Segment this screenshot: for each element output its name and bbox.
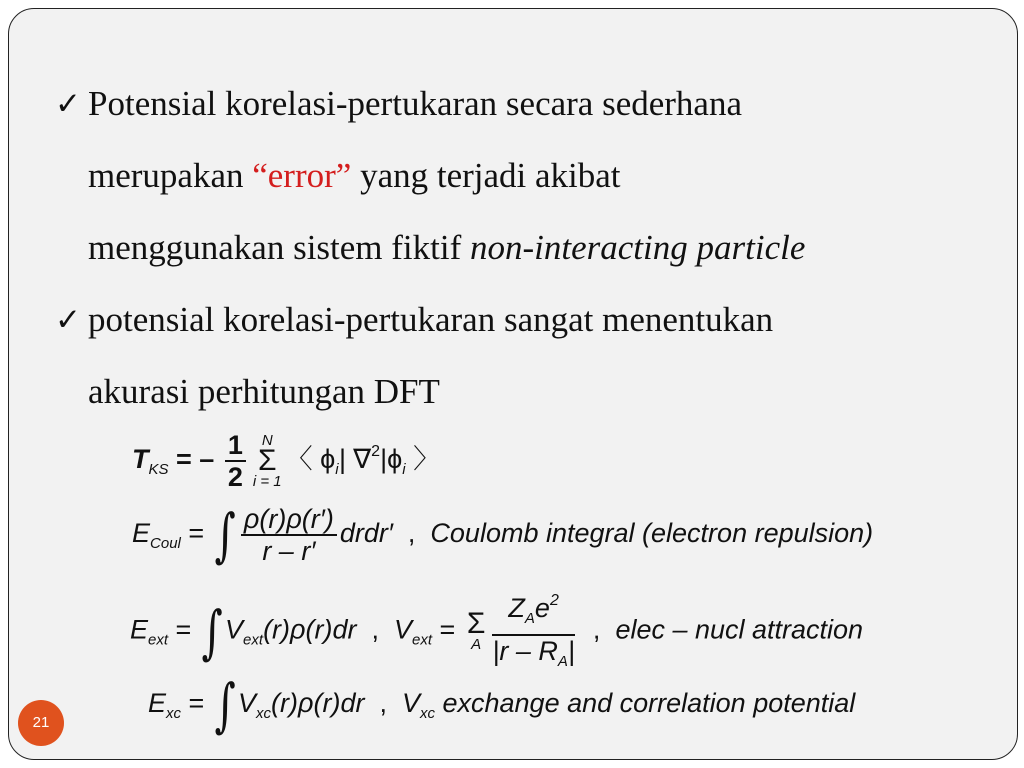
eq3-frac-num: [492, 586, 575, 636]
eq3-num-sub: A: [524, 610, 535, 627]
eq4-equals: =: [181, 688, 212, 719]
eq4-body: V: [238, 688, 257, 719]
bullet-1-line-2-pre: merupakan: [88, 156, 253, 195]
eq3-body-rest: (r)ρ(r)dr: [263, 614, 357, 645]
bullet-1-line-3: [88, 212, 985, 284]
eq4-v: V: [401, 688, 420, 719]
eq1-bracket-close: 〉: [405, 444, 441, 475]
equation-kinetic-energy: [132, 430, 440, 492]
error-highlight: “error”: [252, 156, 352, 195]
eq2-fraction: [241, 504, 337, 566]
eq4-comma: ,: [364, 688, 402, 719]
eq1-summation: [253, 433, 282, 489]
equation-exchange-correlation: [148, 671, 856, 739]
eq1-phi2: |ϕ: [380, 444, 403, 475]
eq1-equals: = –: [168, 444, 222, 475]
eq3-den-close: |: [567, 636, 575, 666]
eq1-frac-num: 1: [225, 430, 246, 462]
integral-icon: ∫: [214, 501, 236, 569]
page-number-badge: 21: [18, 700, 64, 746]
eq1-lhs-sub: KS: [148, 461, 169, 479]
eq1-frac-den: 2: [227, 462, 243, 492]
eq3-num-e: e: [534, 593, 550, 623]
eq2-equals: =: [180, 518, 212, 549]
eq3-comma: ,: [356, 614, 394, 645]
eq3-num-sup: 2: [549, 592, 559, 609]
eq3-num-z: Z: [508, 593, 525, 623]
bullet-1-line-2-post: yang terjadi akibat: [351, 156, 621, 195]
eq3-den-sub: A: [557, 653, 568, 670]
non-interacting-particle-term: non-interacting particle: [470, 228, 806, 267]
eq3-body: V: [225, 614, 244, 645]
eq4-lhs: E: [148, 688, 167, 719]
eq1-bracket-open: 〈 ϕ: [285, 444, 336, 475]
eq3-comma-2: ,: [577, 614, 616, 645]
integral-icon: ∫: [201, 597, 223, 666]
sigma-icon: Σ: [466, 607, 486, 640]
equation-coulomb: [132, 501, 874, 569]
eq3-den-main: |r – R: [492, 636, 558, 666]
eq4-lhs-sub: xc: [166, 705, 182, 723]
eq3-lhs: E: [130, 614, 149, 645]
eq3-frac-den: [492, 636, 575, 677]
sigma-icon: Σ: [257, 444, 277, 477]
eq3-fraction: [492, 586, 575, 677]
eq1-phi-sub: i: [335, 461, 339, 479]
eq2-lhs-sub: Coul: [150, 535, 181, 553]
eq2-tail: drdr′: [339, 518, 393, 549]
eq3-description: elec – nucl attraction: [615, 614, 864, 645]
equation-external: [130, 586, 863, 677]
eq1-fraction: [225, 430, 246, 492]
eq3-equals: =: [168, 614, 199, 645]
eq3-v: V: [394, 614, 413, 645]
checkmark-icon: ✓: [55, 302, 81, 338]
bullet-1-line-2: [88, 140, 985, 212]
eq4-body-rest: (r)ρ(r)dr: [271, 688, 365, 719]
bullet-1-line-1: Potensial korelasi-pertukaran secara sederhana: [88, 84, 742, 123]
eq3-summation: [466, 607, 486, 653]
eq1-sum-top: N: [261, 432, 273, 449]
bullet-2-line-2: akurasi perhitungan DFT: [88, 372, 440, 411]
eq2-frac-num: ρ(r)ρ(r′): [241, 504, 337, 536]
eq1-lhs: T: [132, 444, 149, 475]
eq2-lhs: E: [132, 518, 151, 549]
bullet-1-line-3-pre: menggunakan sistem fiktif: [88, 228, 471, 267]
bullet-list: [55, 68, 985, 428]
eq3-body-sub: ext: [243, 631, 264, 649]
eq3-equals-2: =: [432, 614, 463, 645]
eq1-phi2-sub: i: [402, 461, 406, 479]
eq1-sum-bottom: i = 1: [252, 473, 282, 490]
eq2-frac-den: r – r′: [262, 536, 316, 566]
eq1-nabla: | ∇: [338, 444, 372, 475]
eq3-lhs-sub: ext: [148, 631, 169, 649]
eq1-nabla-sup: 2: [371, 443, 381, 461]
eq3-sum-bottom: A: [471, 636, 482, 653]
eq2-description: Coulomb integral (electron repulsion): [430, 518, 874, 549]
bullet-item-1: [55, 68, 985, 284]
eq4-description: exchange and correlation potential: [434, 688, 856, 719]
bullet-2-line-1: potensial korelasi-pertukaran sangat menentukan: [88, 300, 774, 339]
bullet-item-2: [55, 284, 985, 428]
eq2-comma: ,: [392, 518, 431, 549]
integral-icon: ∫: [214, 671, 236, 739]
checkmark-icon: ✓: [55, 86, 81, 122]
eq3-v-sub: ext: [412, 631, 433, 649]
eq4-v-sub: xc: [419, 705, 435, 723]
eq4-body-sub: xc: [256, 705, 272, 723]
